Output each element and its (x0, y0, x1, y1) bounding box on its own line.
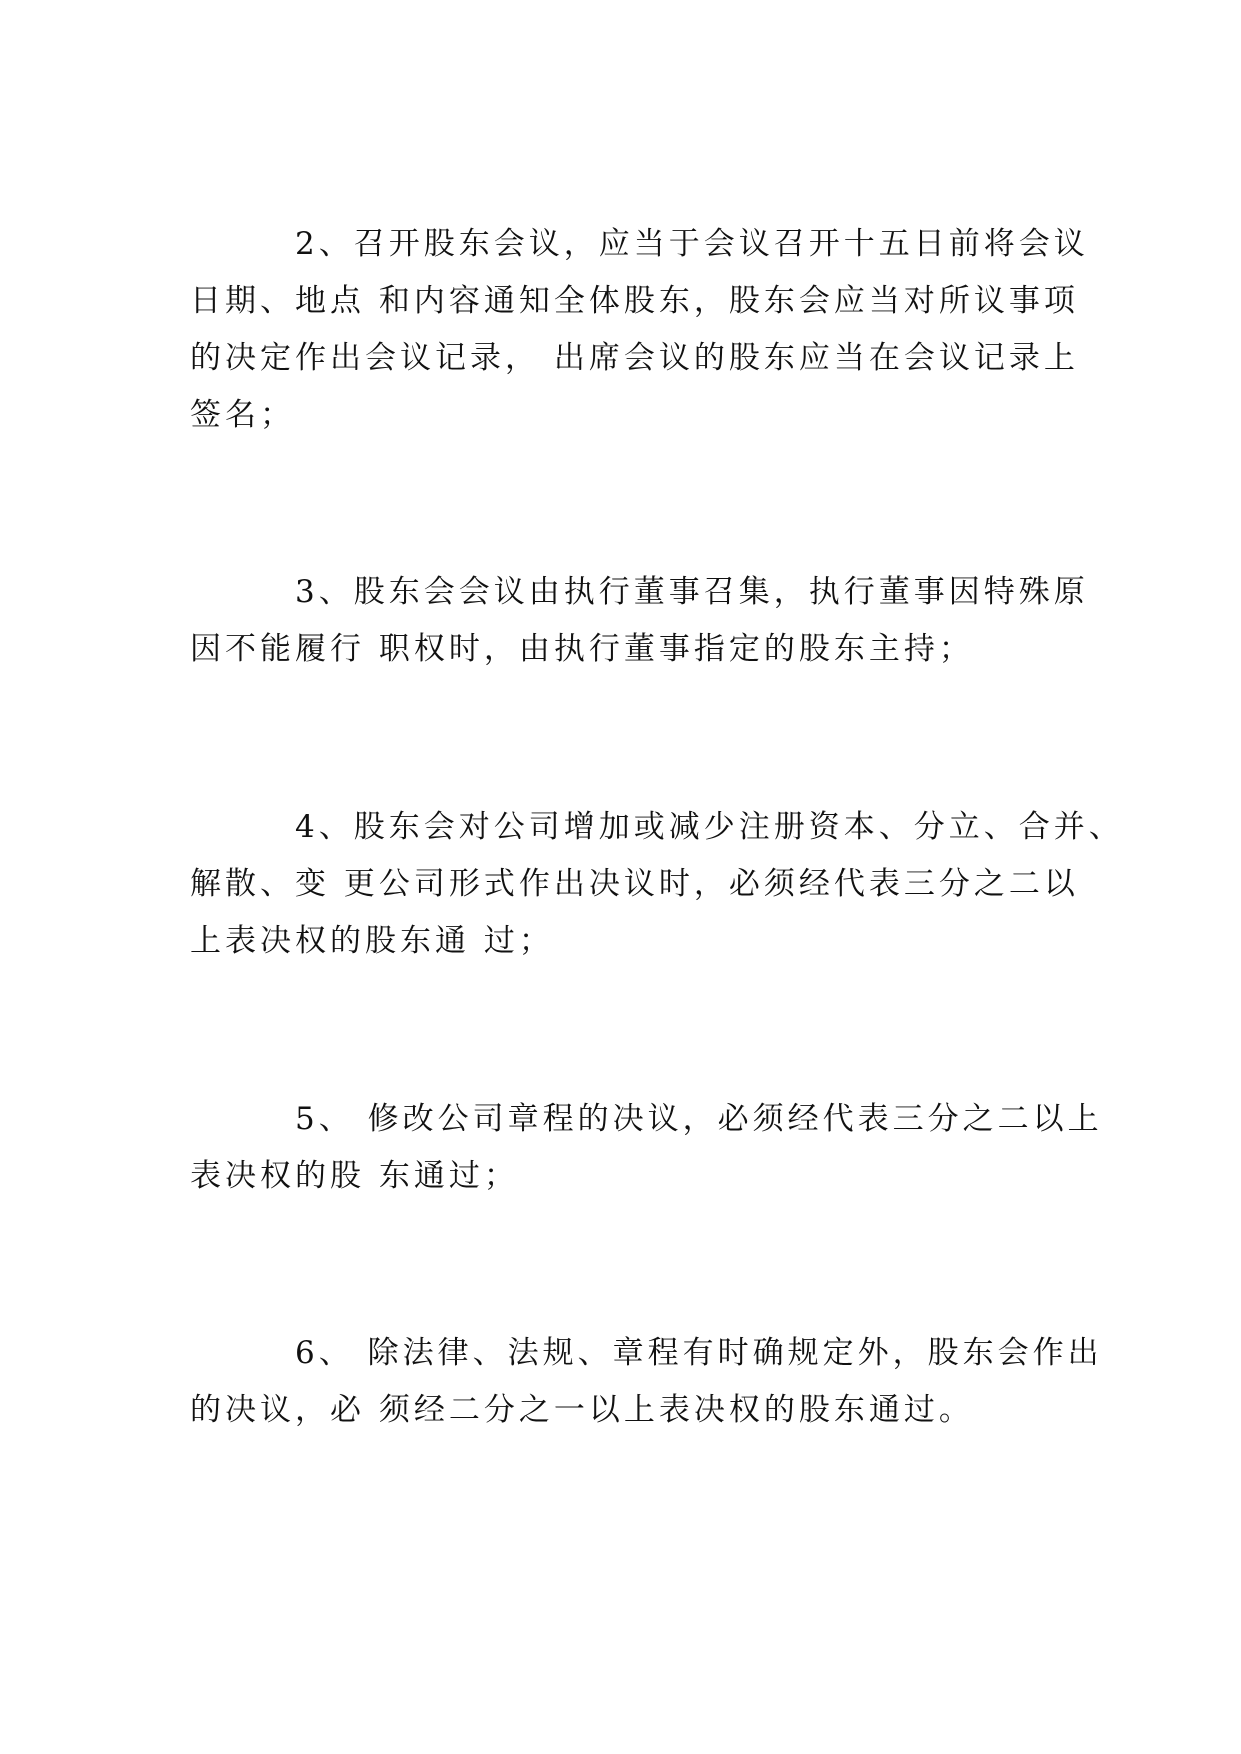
paragraph-4-line-2: 解散、变 更公司形式作出决议时，必须经代表三分之二以 (190, 866, 1079, 902)
paragraph-6-line-1: 6、 除法律、法规、章程有时确规定外，股东会作出 (295, 1335, 1103, 1371)
paragraph-2-line-3: 的决定作出会议记录， 出席会议的股东应当在会议记录上 (190, 340, 1079, 376)
paragraph-2-line-1: 2、召开股东会议，应当于会议召开十五日前将会议 (295, 226, 1089, 262)
paragraph-5-line-1: 5、 修改公司章程的决议，必须经代表三分之二以上 (295, 1101, 1103, 1137)
paragraph-3-line-1: 3、股东会会议由执行董事召集，执行董事因特殊原 (295, 574, 1089, 610)
paragraph-4-line-3: 上表决权的股东通 过； (190, 923, 554, 959)
paragraph-3-line-2: 因不能履行 职权时，由执行董事指定的股东主持； (190, 631, 974, 667)
paragraph-2-line-4: 签名； (190, 397, 295, 433)
paragraph-5-line-2: 表决权的股 东通过； (190, 1158, 519, 1194)
paragraph-2-line-2: 日期、地点 和内容通知全体股东，股东会应当对所议事项 (190, 283, 1079, 319)
paragraph-4-line-1: 4、股东会对公司增加或减少注册资本、分立、合并、 (295, 809, 1124, 845)
paragraph-6-line-2: 的决议，必 须经二分之一以上表决权的股东通过。 (190, 1392, 974, 1428)
